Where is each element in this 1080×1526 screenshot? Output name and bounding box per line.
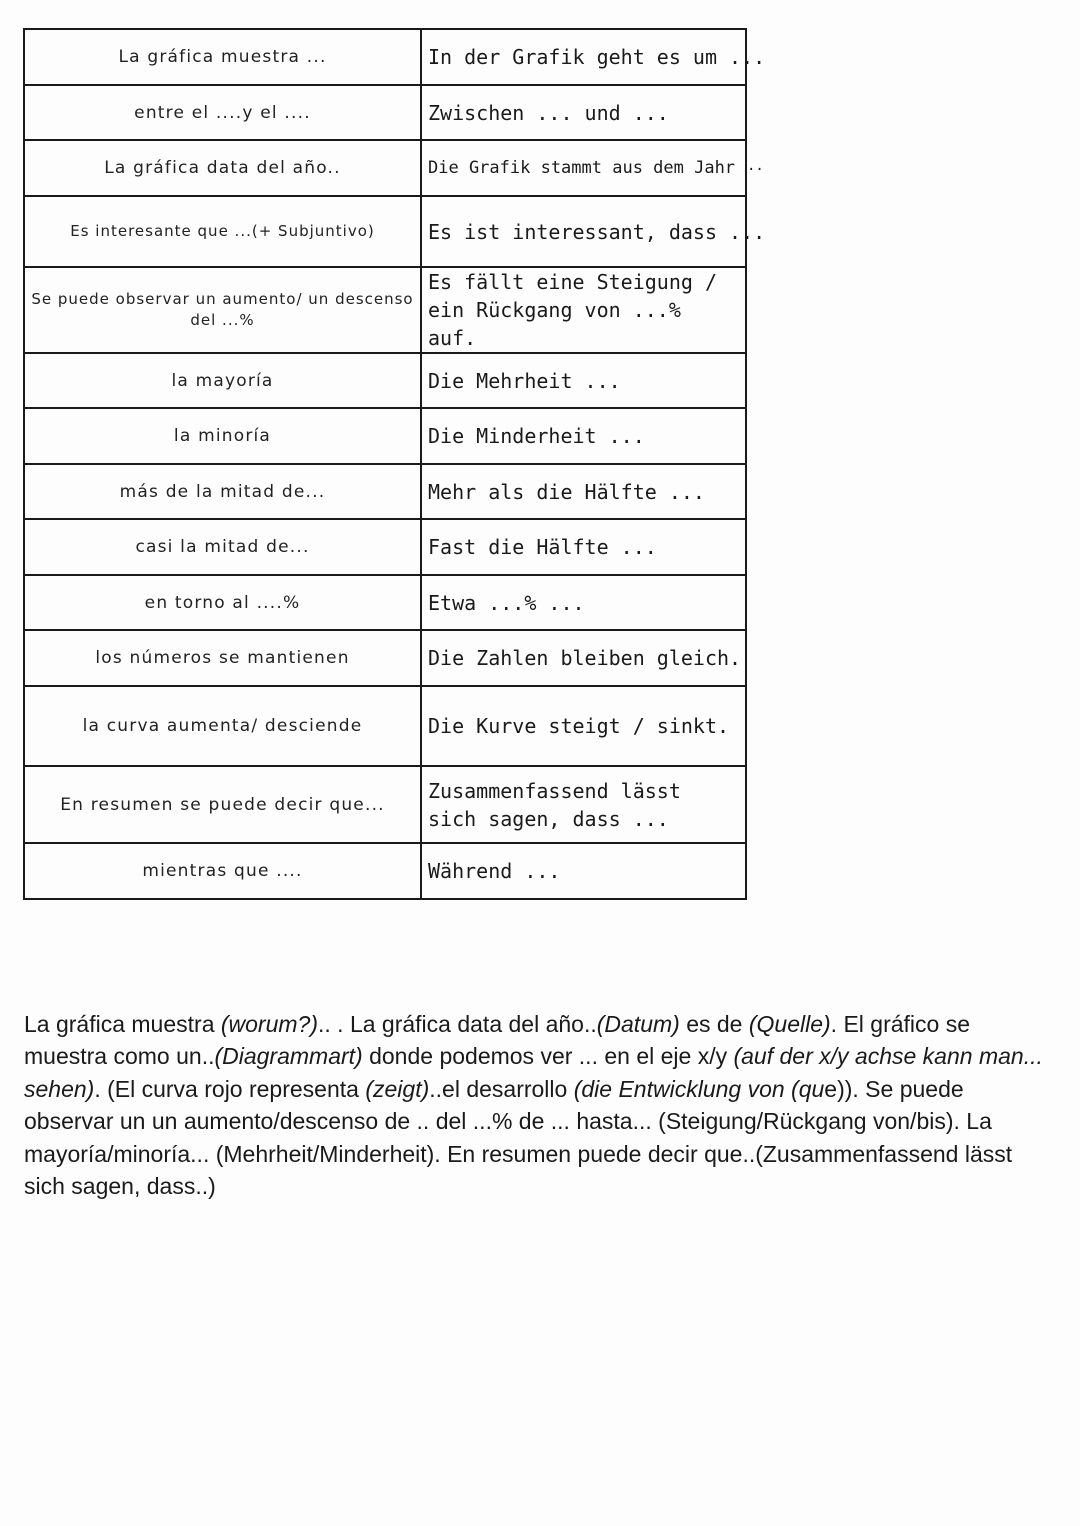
spanish-phrase: Se puede observar un aumento/ un descenso del ...% xyxy=(24,267,421,353)
german-phrase: Es ist interessant, dass ... xyxy=(421,196,746,267)
german-phrase: Die Grafik stammt aus dem Jahr xyxy=(421,140,746,196)
table-row xyxy=(24,843,746,899)
spanish-phrase: en torno al ....% xyxy=(24,575,421,630)
text-segment: e)). Se puede observar un un aumento/descenso de .. del ...% de ... hasta... (Steigung/Rückgang von/bis). La mayoría/minoría... (Mehrheit/Minderheit). En resumen puede decir que..(Zusammenfassend lässt sich sagen, dass..) xyxy=(24,1075,1013,1200)
german-phrase: Die Mehrheit ... xyxy=(421,353,746,408)
hint-segment: (die Entwicklung von (qu xyxy=(573,1075,825,1102)
hint-segment: (auf der x/y achse kann man... sehen) xyxy=(24,1043,1043,1102)
german-phrase: In der Grafik geht es um ... xyxy=(421,29,746,85)
cell-overflow-mark: .. xyxy=(747,158,764,174)
hint-segment: (Datum) xyxy=(596,1011,680,1037)
german-phrase: Die Minderheit ... xyxy=(421,408,746,464)
table-row xyxy=(24,686,746,766)
hint-segment: (zeigt) xyxy=(365,1075,430,1102)
table-row xyxy=(24,267,746,353)
german-phrase: Es fällt eine Steigung / ein Rückgang von ...% auf. xyxy=(421,267,746,353)
table-row xyxy=(24,29,746,85)
table-row xyxy=(24,575,746,630)
table-row xyxy=(24,766,746,843)
text-segment: ..el desarrollo xyxy=(429,1075,574,1102)
hint-segment: (Diagrammart) xyxy=(214,1043,363,1070)
spanish-phrase: más de la mitad de... xyxy=(24,464,421,519)
table-row xyxy=(24,630,746,686)
table-row xyxy=(24,464,746,519)
german-phrase: Die Zahlen bleiben gleich. xyxy=(421,630,746,686)
spanish-phrase: En resumen se puede decir que... xyxy=(24,766,421,843)
spanish-phrase: los números se mantienen xyxy=(24,630,421,686)
text-segment: es de xyxy=(679,1011,749,1037)
text-segment: .. . La gráfica data del año.. xyxy=(318,1011,597,1037)
german-phrase: Zusammenfassend lässt sich sagen, dass ... xyxy=(421,766,746,843)
spanish-phrase: la mayoría xyxy=(24,353,421,408)
spanish-phrase: entre el ....y el .... xyxy=(24,85,421,140)
hint-segment: (Quelle) xyxy=(748,1011,831,1037)
spanish-phrase: mientras que .... xyxy=(24,843,421,899)
german-phrase: Während ... xyxy=(421,843,746,899)
table-row xyxy=(24,196,746,267)
german-phrase: Mehr als die Hälfte ... xyxy=(421,464,746,519)
table-row xyxy=(24,85,746,140)
spanish-phrase: la curva aumenta/ desciende xyxy=(24,686,421,766)
spanish-phrase: casi la mitad de... xyxy=(24,519,421,575)
german-phrase: Etwa ...% ... xyxy=(421,575,746,630)
table-row xyxy=(24,140,746,196)
spanish-phrase: La gráfica data del año.. xyxy=(24,140,421,196)
table-row xyxy=(24,408,746,464)
spanish-phrase: la minoría xyxy=(24,408,421,464)
phrase-table xyxy=(23,28,766,900)
text-segment: . El gráfico se muestra como un.. xyxy=(24,1011,971,1070)
german-phrase: Zwischen ... und ... xyxy=(421,85,746,140)
table-row xyxy=(24,519,746,575)
text-segment: . (El curva rojo representa xyxy=(94,1075,366,1102)
description-template-paragraph xyxy=(24,1008,1058,1202)
spanish-phrase: La gráfica muestra ... xyxy=(24,29,421,85)
german-phrase: Fast die Hälfte ... xyxy=(421,519,746,575)
spanish-phrase: Es interesante que ...(+ Subjuntivo) xyxy=(24,196,421,267)
german-phrase: Die Kurve steigt / sinkt. xyxy=(421,686,746,766)
table-row xyxy=(24,353,746,408)
hint-segment: (worum?) xyxy=(220,1011,318,1037)
text-segment: donde podemos ver ... en el eje x/y xyxy=(362,1043,734,1070)
text-segment: La gráfica muestra xyxy=(24,1011,221,1037)
